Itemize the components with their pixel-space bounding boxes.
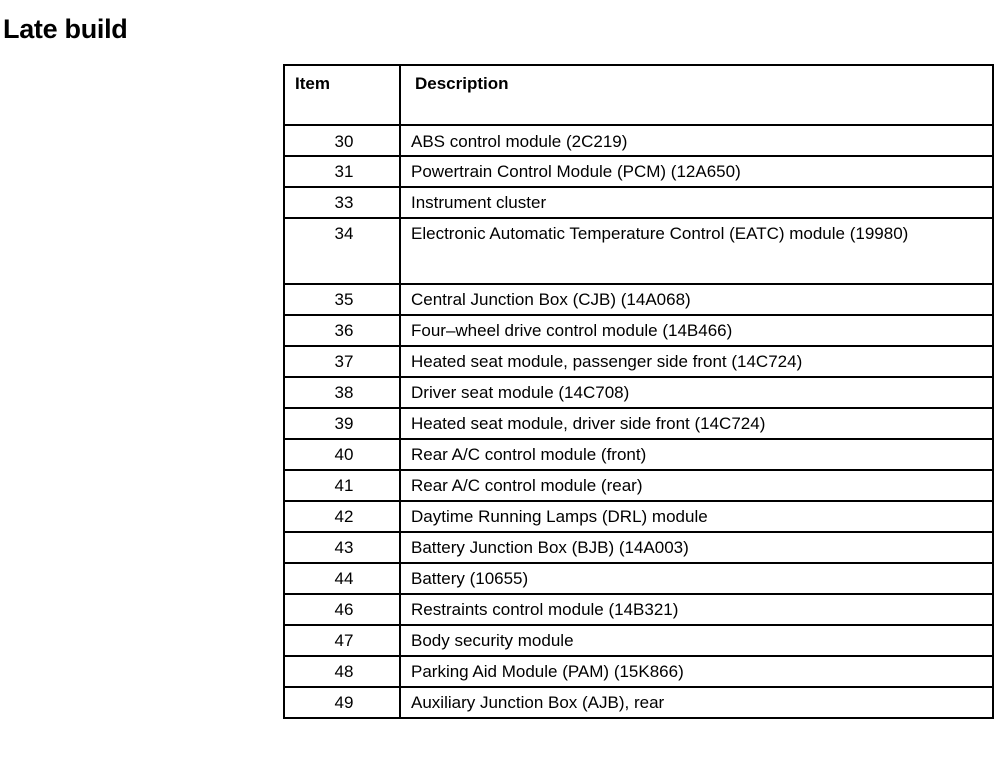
item-number: 48 bbox=[284, 656, 400, 687]
table-row bbox=[284, 125, 993, 156]
table-row bbox=[284, 470, 993, 501]
table-row bbox=[284, 439, 993, 470]
item-description: Heated seat module, driver side front (14C724) bbox=[400, 408, 993, 439]
item-number: 42 bbox=[284, 501, 400, 532]
table-row bbox=[284, 218, 993, 284]
table-row bbox=[284, 687, 993, 718]
table-row bbox=[284, 656, 993, 687]
item-number: 30 bbox=[284, 125, 400, 156]
page-title: Late build bbox=[3, 14, 128, 44]
item-number: 38 bbox=[284, 377, 400, 408]
item-number: 33 bbox=[284, 187, 400, 218]
item-number: 35 bbox=[284, 284, 400, 315]
item-description: Four–wheel drive control module (14B466) bbox=[400, 315, 993, 346]
item-number: 43 bbox=[284, 532, 400, 563]
table-row bbox=[284, 346, 993, 377]
item-number: 37 bbox=[284, 346, 400, 377]
item-description: Auxiliary Junction Box (AJB), rear bbox=[400, 687, 993, 718]
item-description: ABS control module (2C219) bbox=[400, 125, 993, 156]
item-number: 49 bbox=[284, 687, 400, 718]
table-row bbox=[284, 187, 993, 218]
item-description: Powertrain Control Module (PCM) (12A650) bbox=[400, 156, 993, 187]
table-row bbox=[284, 408, 993, 439]
item-description: Battery (10655) bbox=[400, 563, 993, 594]
item-description: Instrument cluster bbox=[400, 187, 993, 218]
item-number: 39 bbox=[284, 408, 400, 439]
item-description: Battery Junction Box (BJB) (14A003) bbox=[400, 532, 993, 563]
item-description: Parking Aid Module (PAM) (15K866) bbox=[400, 656, 993, 687]
table-row bbox=[284, 563, 993, 594]
item-number: 41 bbox=[284, 470, 400, 501]
column-header-item: Item bbox=[284, 65, 400, 125]
item-description: Rear A/C control module (front) bbox=[400, 439, 993, 470]
item-description: Daytime Running Lamps (DRL) module bbox=[400, 501, 993, 532]
item-description: Driver seat module (14C708) bbox=[400, 377, 993, 408]
table-row bbox=[284, 594, 993, 625]
item-description: Body security module bbox=[400, 625, 993, 656]
column-header-description: Description bbox=[400, 65, 993, 125]
item-number: 46 bbox=[284, 594, 400, 625]
item-description: Central Junction Box (CJB) (14A068) bbox=[400, 284, 993, 315]
item-description: Electronic Automatic Temperature Control (EATC) module (19980) bbox=[400, 218, 993, 284]
component-table bbox=[283, 64, 994, 719]
item-number: 47 bbox=[284, 625, 400, 656]
item-description: Rear A/C control module (rear) bbox=[400, 470, 993, 501]
item-number: 44 bbox=[284, 563, 400, 594]
item-number: 31 bbox=[284, 156, 400, 187]
table-row bbox=[284, 315, 993, 346]
item-description: Restraints control module (14B321) bbox=[400, 594, 993, 625]
table-row bbox=[284, 625, 993, 656]
item-description: Heated seat module, passenger side front (14C724) bbox=[400, 346, 993, 377]
table-row bbox=[284, 501, 993, 532]
table-row bbox=[284, 156, 993, 187]
table-row bbox=[284, 532, 993, 563]
item-number: 34 bbox=[284, 218, 400, 284]
item-number: 40 bbox=[284, 439, 400, 470]
item-number: 36 bbox=[284, 315, 400, 346]
table-header-row bbox=[284, 65, 993, 125]
table-row bbox=[284, 284, 993, 315]
table-row bbox=[284, 377, 993, 408]
